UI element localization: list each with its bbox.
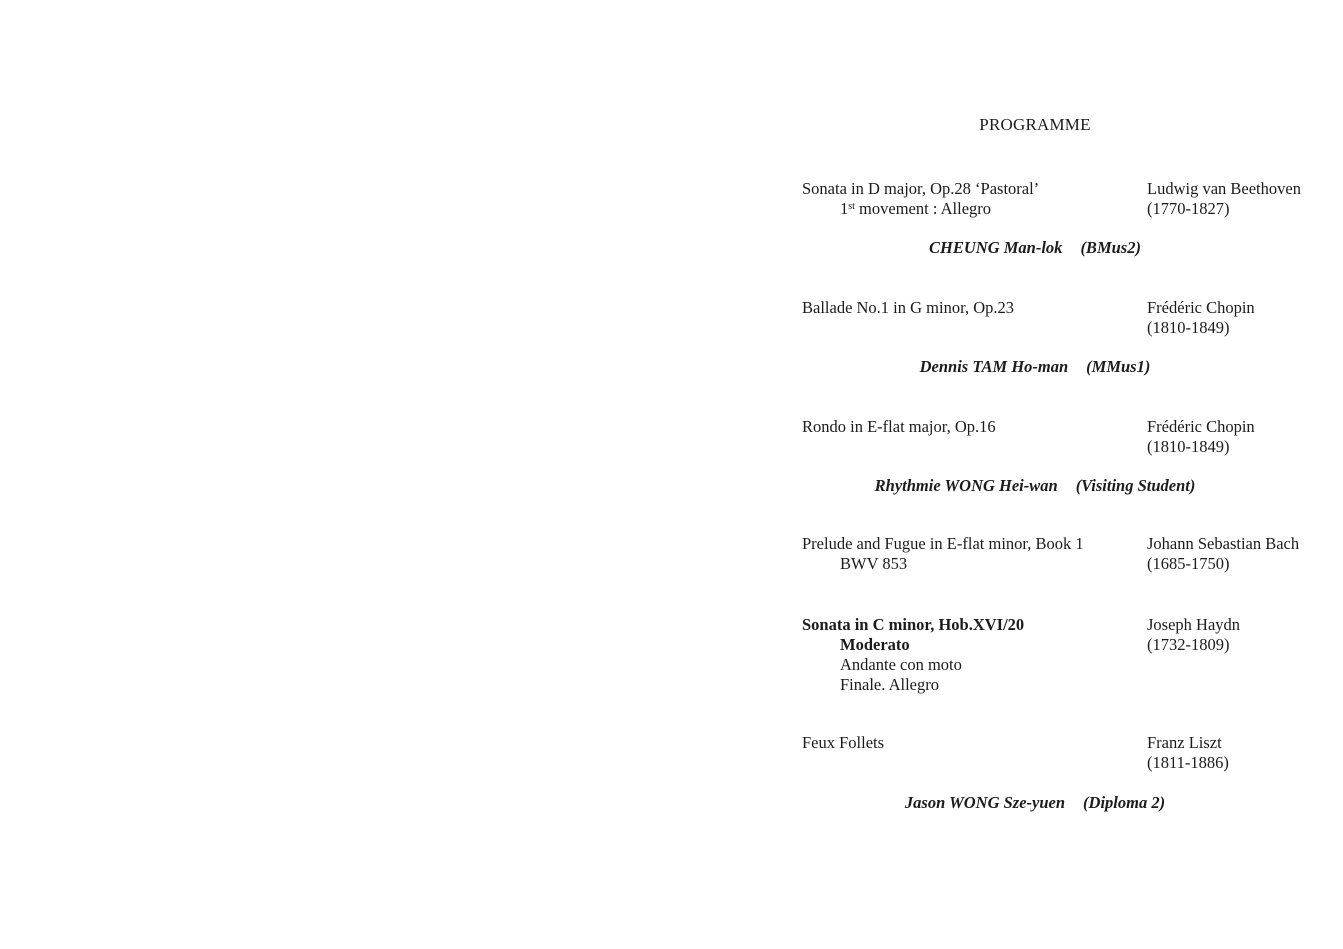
movement-line xyxy=(840,199,991,219)
movement-ordinal-suffix: st xyxy=(848,201,855,212)
performer-name: Dennis TAM Ho-man xyxy=(919,357,1069,376)
composer-name: Joseph Haydn xyxy=(1147,615,1241,634)
composer-name: Johann Sebastian Bach xyxy=(1147,534,1300,553)
performer-level: (BMus2) xyxy=(1080,238,1141,257)
movement-line: Moderato xyxy=(840,635,910,654)
composer-dates: (1770-1827) xyxy=(1147,199,1230,218)
performer-credit xyxy=(802,238,1268,258)
work-title: Sonata in D major, Op.28 ‘Pastoral’ xyxy=(802,179,1040,198)
composer-dates: (1811-1886) xyxy=(1147,753,1229,772)
work-title: Prelude and Fugue in E-flat minor, Book 1 xyxy=(802,534,1084,553)
composer-name: Frédéric Chopin xyxy=(1147,417,1255,436)
programme-item-chopin-rondo xyxy=(802,417,1322,457)
composer-dates: (1732-1809) xyxy=(1147,635,1230,654)
composer-dates: (1685-1750) xyxy=(1147,554,1230,573)
performer-credit xyxy=(802,793,1268,813)
movement-text: movement : Allegro xyxy=(854,199,992,218)
programme-item-bach-prelude-fugue xyxy=(802,534,1322,574)
movement-ordinal: 1 xyxy=(840,199,849,218)
programme-item-chopin-ballade xyxy=(802,298,1322,338)
performer-level: (MMus1) xyxy=(1086,357,1151,376)
performer-level: (Visiting Student) xyxy=(1075,476,1196,495)
composer-name: Franz Liszt xyxy=(1147,733,1222,752)
performer-credit xyxy=(802,476,1268,496)
work-title: Feux Follets xyxy=(802,733,885,752)
movement-line: Finale. Allegro xyxy=(840,675,939,694)
programme-item-haydn-sonata xyxy=(802,615,1322,695)
work-title: Rondo in E-flat major, Op.16 xyxy=(802,417,996,436)
composer-name: Frédéric Chopin xyxy=(1147,298,1255,317)
composer-name: Ludwig van Beethoven xyxy=(1147,179,1301,198)
composer-dates: (1810-1849) xyxy=(1147,437,1230,456)
performer-name: Rhythmie WONG Hei-wan xyxy=(874,476,1058,495)
performer-credit xyxy=(802,357,1268,377)
movement-line: Andante con moto xyxy=(840,655,962,674)
work-title: Sonata in C minor, Hob.XVI/20 xyxy=(802,615,1025,634)
performer-name: Jason WONG Sze-yuen xyxy=(904,793,1066,812)
catalogue-number: BWV 853 xyxy=(840,554,908,573)
performer-level: (Diploma 2) xyxy=(1083,793,1166,812)
programme-item-beethoven-sonata xyxy=(802,179,1322,219)
programme-item-liszt-feux-follets xyxy=(802,733,1322,773)
work-title: Ballade No.1 in G minor, Op.23 xyxy=(802,298,1014,317)
composer-dates: (1810-1849) xyxy=(1147,318,1230,337)
page-title: PROGRAMME xyxy=(979,115,1091,134)
performer-name: CHEUNG Man-lok xyxy=(929,238,1063,257)
